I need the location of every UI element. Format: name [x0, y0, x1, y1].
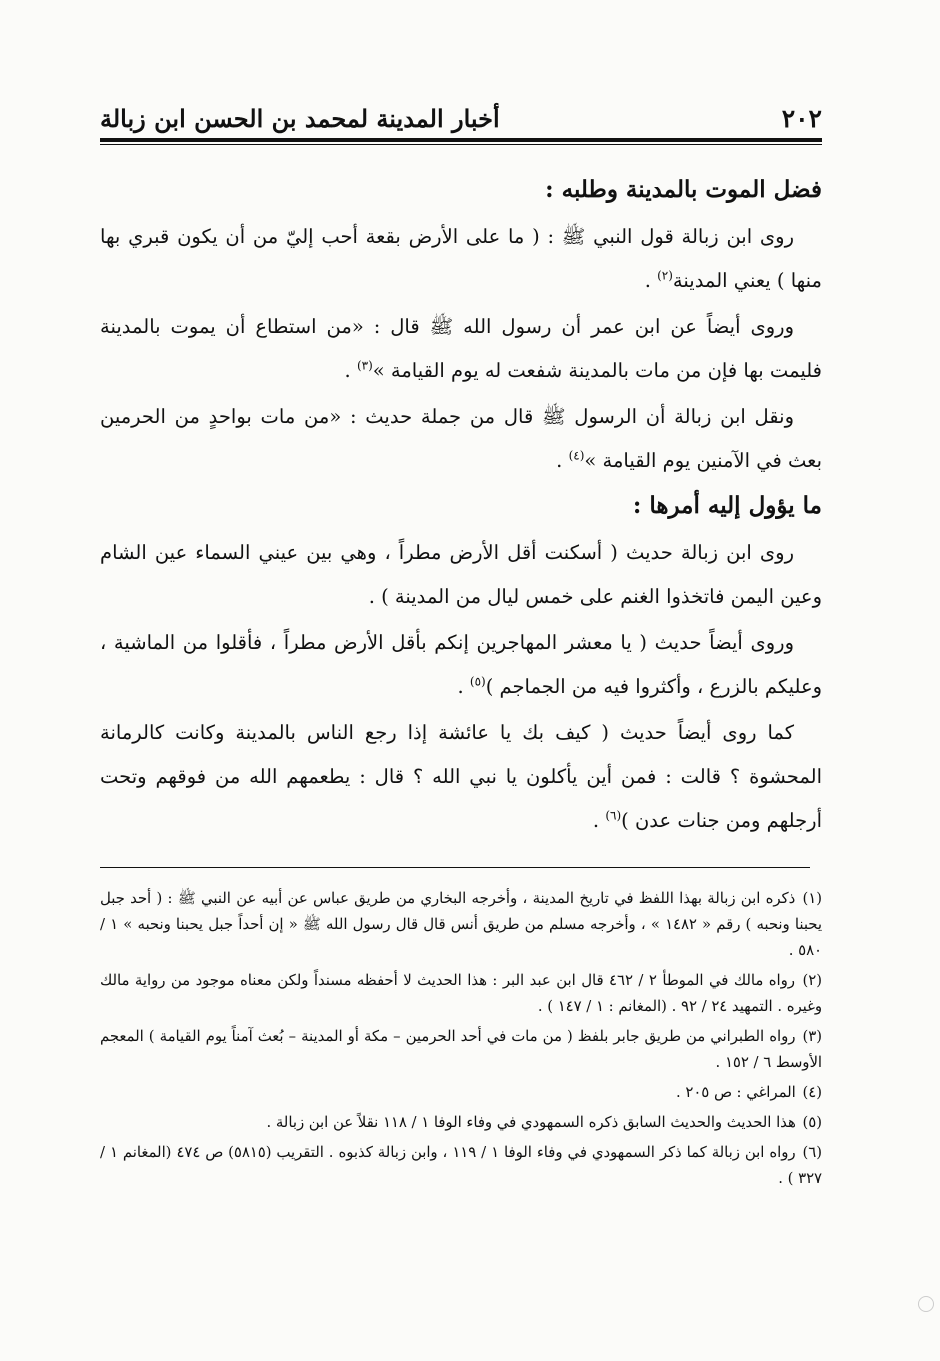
- book-page: [100, 100, 822, 1196]
- paragraph: [100, 621, 822, 709]
- footnote-number: (٣): [802, 1028, 822, 1045]
- footnote: [100, 1080, 822, 1106]
- scan-margin-mark: [918, 1296, 934, 1312]
- paragraph-end: .: [344, 359, 357, 382]
- footnote-number: (١): [802, 890, 822, 907]
- footnote: [100, 968, 822, 1020]
- paragraph-text: وروى أيضاً عن ابن عمر أن رسول الله ﷺ قال : «من استطاع أن يموت بالمدينة فليمت بها فإن من مات بالمدينة شفعت له يوم القيامة »: [100, 315, 822, 382]
- footnote: [100, 1024, 822, 1076]
- paragraph-end: .: [556, 449, 569, 472]
- footnote-number: (٦): [802, 1144, 822, 1161]
- footnote: [100, 1140, 822, 1192]
- footnotes: [100, 886, 822, 1192]
- footnote-text: رواه مالك في الموطأ ٢ / ٤٦٢ قال ابن عبد البر : هذا الحديث لا أحفظه مسنداً ولكن معناه موجود من رواية مالك وغيره . التمهيد ٢٤ / ٩٢ . (المغانم : ١ / ١٤٧ ) .: [100, 972, 822, 1015]
- section-heading-its-fate: ما يؤول إليه أمرها :: [632, 492, 822, 519]
- footnote-text: رواه ابن زبالة كما ذكر السمهودي في وفاء الوفا ١ / ١١٩ ، وابن زبالة كذبوه . التقريب (٥٨١٥) ص ٤٧٤ (المغانم ١ / ٣٢٧ ) .: [100, 1144, 822, 1187]
- paragraph-end: .: [592, 809, 606, 832]
- footnote-ref[interactable]: (٤): [568, 448, 585, 463]
- footnote-ref[interactable]: (٥): [469, 674, 486, 689]
- footnote-text: رواه الطبراني من طريق جابر بلفظ ( من مات في أحد الحرمين – مكة أو المدينة – بُعث آمناً يوم القيامة ) المعجم الأوسط ٦ / ١٥٢ .: [100, 1028, 822, 1071]
- footnote-ref[interactable]: (٢): [657, 268, 673, 283]
- footnote-text: ذكره ابن زبالة بهذا اللفظ في تاريخ المدينة ، وأخرجه البخاري من طريق عباس عن أبيه عن النبي ﷺ : ( أحد جبل يحبنا ونحبه ) رقم « ١٤٨٢ » ، وأخرجه مسلم من طريق أنس قال قال رسول الله ﷺ « إن أحداً جبل يحبنا ونحبه » ١ / ٥٨٠ .: [100, 890, 822, 959]
- paragraph: [100, 531, 822, 619]
- footnote-number: (٢): [802, 972, 822, 989]
- paragraph-text: روى ابن زبالة قول النبي ﷺ : ( ما على الأرض بقعة أحب إليّ من أن يكون قبري بها منها ) يعني المدينة: [100, 225, 822, 292]
- page-header: [100, 100, 822, 134]
- section-heading-death-in-medina: فضل الموت بالمدينة وطلبه :: [545, 176, 822, 203]
- footnote-number: (٥): [802, 1114, 822, 1131]
- paragraph: [100, 711, 822, 843]
- footnote-number: (٤): [802, 1084, 822, 1101]
- running-title: أخبار المدينة لمحمد بن الحسن ابن زبالة: [100, 104, 500, 133]
- paragraph-text: كما روى أيضاً حديث ( كيف بك يا عائشة إذا رجع الناس بالمدينة وكانت كالرمانة المحشوة ؟ قالت : فمن أين يأكلون يا نبي الله ؟ قال : يطعمهم الله من فوقهم وتحت أرجلهم ومن جنات عدن ): [100, 721, 822, 832]
- footnote-text: هذا الحديث والحديث السابق ذكره السمهودي في وفاء الوفا ١ / ١١٨ نقلاً عن ابن زبالة .: [266, 1114, 796, 1131]
- paragraph: [100, 305, 822, 393]
- footnote-separator: [100, 867, 810, 868]
- footnote-text: المراغي : ص ٢٠٥ .: [675, 1084, 796, 1101]
- header-double-rule: [100, 138, 822, 145]
- page-number: ٢٠٢: [781, 104, 822, 133]
- footnote: [100, 1110, 822, 1136]
- paragraph-end: .: [644, 269, 658, 292]
- paragraph-end: .: [457, 675, 470, 698]
- footnote-ref[interactable]: (٣): [356, 358, 373, 373]
- paragraph-text: روى ابن زبالة حديث ( أسكنت أقل الأرض مطراً ، وهي بين عيني السماء عين الشام وعين اليمن فاتخذوا الغنم على خمس ليال من المدينة ) .: [100, 541, 822, 608]
- paragraph: [100, 215, 822, 303]
- footnote-ref[interactable]: (٦): [605, 808, 622, 823]
- paragraph-text: وروى أيضاً حديث ( يا معشر المهاجرين إنكم بأقل الأرض مطراً ، فأقلوا من الماشية ، وعليكم بالزرع ، وأكثروا فيه من الجماجم ): [100, 631, 822, 698]
- paragraph-text: ونقل ابن زبالة أن الرسول ﷺ قال من جملة حديث : «من مات بواحدٍ من الحرمين بعث في الآمنين يوم القيامة »: [100, 405, 822, 472]
- footnote: [100, 886, 822, 964]
- paragraph: [100, 395, 822, 483]
